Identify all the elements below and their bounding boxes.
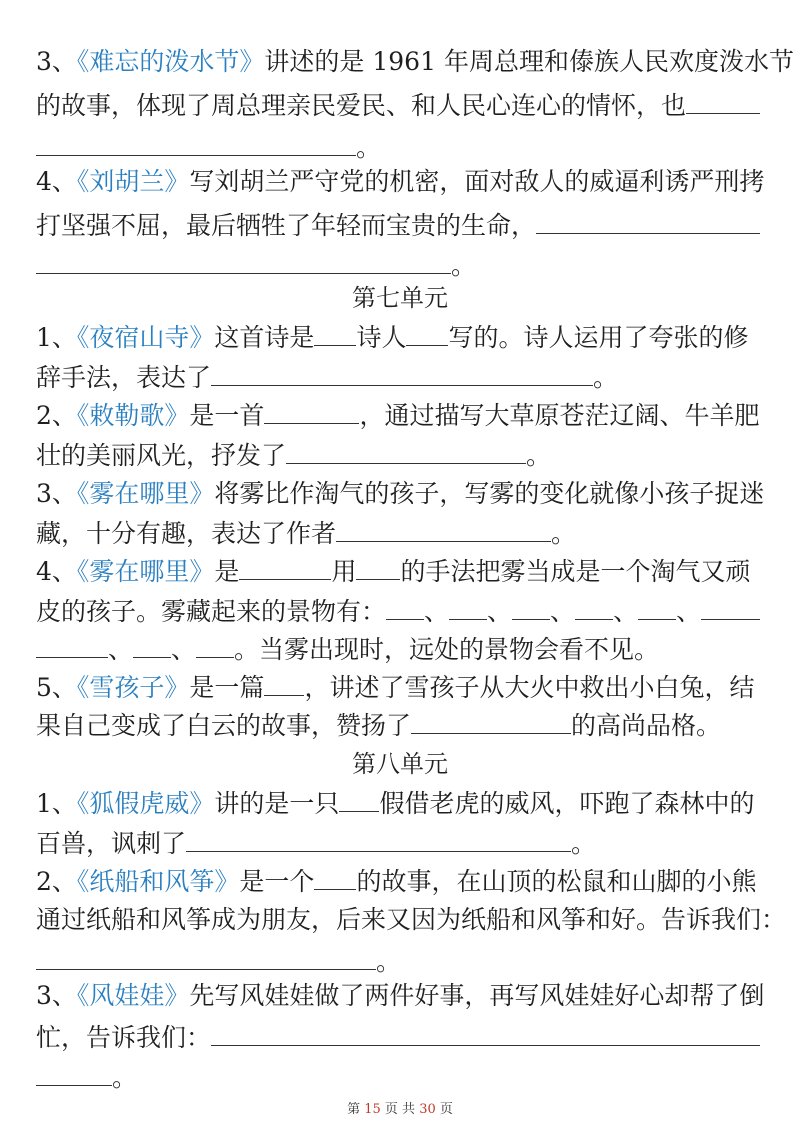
item-line <box>36 592 760 632</box>
item-number: 3、 <box>36 479 77 508</box>
item-text: 打坚强不屈，最后牺牲了年轻而宝贵的生命， <box>36 211 537 240</box>
separator: 、 <box>676 597 702 626</box>
item-text: 藏，十分有趣，表达了作者 <box>36 519 337 548</box>
answer-blank[interactable] <box>36 247 451 274</box>
item-line <box>36 206 760 246</box>
item-line <box>36 1058 760 1098</box>
item-text: 是 <box>214 557 240 586</box>
item-number: 3、 <box>36 47 77 76</box>
item-text: 。 <box>526 441 552 470</box>
item-text: 讲述的是 1961 年周总理和傣族人民欢度泼水节 <box>264 47 794 76</box>
total-pages-number: 30 <box>419 1102 436 1117</box>
item-text: 的故事，体现了周总理亲民爱民、和人民心连心的情怀，也 <box>36 91 687 120</box>
item-text: 。 <box>551 519 577 548</box>
item-text: 辞手法，表达了 <box>36 363 212 392</box>
answer-blank[interactable] <box>386 593 424 620</box>
answer-blank[interactable] <box>196 631 234 658</box>
answer-blank[interactable] <box>314 319 356 346</box>
item-number: 4、 <box>36 167 77 196</box>
item-line <box>36 668 760 708</box>
item-line <box>36 42 794 82</box>
separator: 、 <box>424 597 450 626</box>
footer-text: 页 <box>439 1102 453 1117</box>
item-line <box>36 162 765 202</box>
item-text: 先写风娃娃做了两件好事，再写风娃娃好心却帮了倒 <box>189 981 765 1010</box>
item-text: 。 <box>593 363 619 392</box>
item-line <box>36 976 765 1016</box>
item-text: 诗人 <box>356 323 407 352</box>
item-number: 1、 <box>36 789 77 818</box>
answer-blank[interactable] <box>575 593 613 620</box>
item-line <box>36 318 760 358</box>
item-text: 。 <box>376 947 402 976</box>
lesson-title: 《雾在哪里》 <box>76 479 215 508</box>
answer-blank[interactable] <box>336 515 551 542</box>
footer-text: 页 共 <box>384 1102 416 1117</box>
item-text: 写的。诗人运用了夸张的修 <box>448 323 749 352</box>
page-footer <box>0 1098 800 1117</box>
item-line <box>36 706 760 746</box>
answer-blank[interactable] <box>638 593 676 620</box>
item-text: 是一篇 <box>189 673 265 702</box>
separator: 、 <box>613 597 639 626</box>
item-text: 。当雾出现时，远处的景物会看不见。 <box>234 635 660 664</box>
answer-blank[interactable] <box>536 207 760 234</box>
item-number: 5、 <box>36 673 77 702</box>
item-text: 皮的孩子。雾藏起来的景物有： <box>36 597 387 626</box>
answer-blank[interactable] <box>406 319 448 346</box>
lesson-title: 《风娃娃》 <box>76 981 190 1010</box>
item-text: 的故事，在山顶的松鼠和山脚的小熊 <box>356 867 757 896</box>
item-text: ，讲述了雪孩子从大火中救出小白兔，结 <box>304 673 755 702</box>
separator: 、 <box>108 635 134 664</box>
item-number: 4、 <box>36 557 77 586</box>
item-text: 。 <box>451 251 477 280</box>
item-text: 将雾比作淘气的孩子，写雾的变化就像小孩子捉迷 <box>214 479 765 508</box>
item-number: 2、 <box>36 867 77 896</box>
item-line <box>36 862 760 902</box>
lesson-title: 《雪孩子》 <box>76 673 190 702</box>
item-text: 的高尚品格。 <box>571 711 722 740</box>
item-number: 2、 <box>36 401 77 430</box>
answer-blank[interactable] <box>186 825 571 852</box>
item-text: 用 <box>331 557 357 586</box>
lesson-title: 《雾在哪里》 <box>76 557 215 586</box>
item-line <box>36 358 760 398</box>
answer-blank[interactable] <box>449 593 487 620</box>
item-line <box>36 86 760 126</box>
lesson-title: 《难忘的泼水节》 <box>76 47 265 76</box>
answer-blank[interactable] <box>36 943 376 970</box>
answer-blank[interactable] <box>314 863 356 890</box>
item-text: 的手法把雾当成是一个淘气又顽 <box>400 557 751 586</box>
answer-blank[interactable] <box>133 631 171 658</box>
item-text: 讲的是一只 <box>214 789 340 818</box>
answer-blank[interactable] <box>512 593 550 620</box>
item-line <box>36 396 760 436</box>
item-text: 这首诗是 <box>214 323 315 352</box>
item-line <box>36 436 760 476</box>
item-line <box>36 900 787 940</box>
item-text: 。 <box>356 133 382 162</box>
item-text: 写刘胡兰严守党的机密，面对敌人的威逼利诱严刑拷 <box>189 167 765 196</box>
lesson-title: 《敕勒歌》 <box>76 401 190 430</box>
item-line <box>36 552 760 592</box>
answer-blank[interactable] <box>264 669 304 696</box>
item-line <box>36 630 760 670</box>
answer-blank[interactable] <box>211 359 593 386</box>
separator: 、 <box>550 597 576 626</box>
item-line <box>36 824 760 864</box>
lesson-title: 《狐假虎威》 <box>76 789 215 818</box>
answer-blank[interactable] <box>36 129 356 156</box>
item-line <box>36 1018 760 1058</box>
item-text: 是一个 <box>239 867 315 896</box>
item-text: 百兽，讽刺了 <box>36 829 187 858</box>
item-text: ，通过描写大草原苍茫辽阔、牛羊肥 <box>359 401 760 430</box>
answer-blank[interactable] <box>339 785 379 812</box>
item-text: 通过纸船和风筝成为朋友，后来又因为纸船和风筝和好。告诉我们： <box>36 905 787 934</box>
item-text: 假借老虎的威风，吓跑了森林中的 <box>379 789 755 818</box>
lesson-title: 《刘胡兰》 <box>76 167 190 196</box>
answer-blank[interactable] <box>411 707 571 734</box>
answer-blank[interactable] <box>211 1019 760 1046</box>
unit-heading: 第八单元 <box>352 750 448 778</box>
answer-blank[interactable] <box>36 631 108 658</box>
item-text: 。 <box>112 1063 138 1092</box>
answer-blank[interactable] <box>239 553 331 580</box>
answer-blank[interactable] <box>264 397 359 424</box>
lesson-title: 《纸船和风筝》 <box>76 867 240 896</box>
answer-blank[interactable] <box>686 87 760 114</box>
item-text: 。 <box>571 829 597 858</box>
current-page-number: 15 <box>364 1102 381 1117</box>
item-text: 壮的美丽风光，抒发了 <box>36 441 287 470</box>
lesson-title: 《夜宿山寺》 <box>76 323 215 352</box>
item-number: 3、 <box>36 981 77 1010</box>
separator: 、 <box>487 597 513 626</box>
footer-text: 第 <box>347 1102 361 1117</box>
item-text: 果自己变成了白云的故事，赞扬了 <box>36 711 412 740</box>
answer-blank[interactable] <box>286 437 526 464</box>
item-line <box>36 474 765 514</box>
item-text: 是一首 <box>189 401 265 430</box>
answer-blank[interactable] <box>356 553 400 580</box>
item-number: 1、 <box>36 323 77 352</box>
answer-blank[interactable] <box>36 1059 112 1086</box>
item-line <box>36 784 760 824</box>
unit-heading: 第七单元 <box>352 284 448 312</box>
answer-blank[interactable] <box>701 593 760 620</box>
item-text: 忙，告诉我们： <box>36 1023 212 1052</box>
separator: 、 <box>171 635 197 664</box>
item-line <box>36 514 760 554</box>
